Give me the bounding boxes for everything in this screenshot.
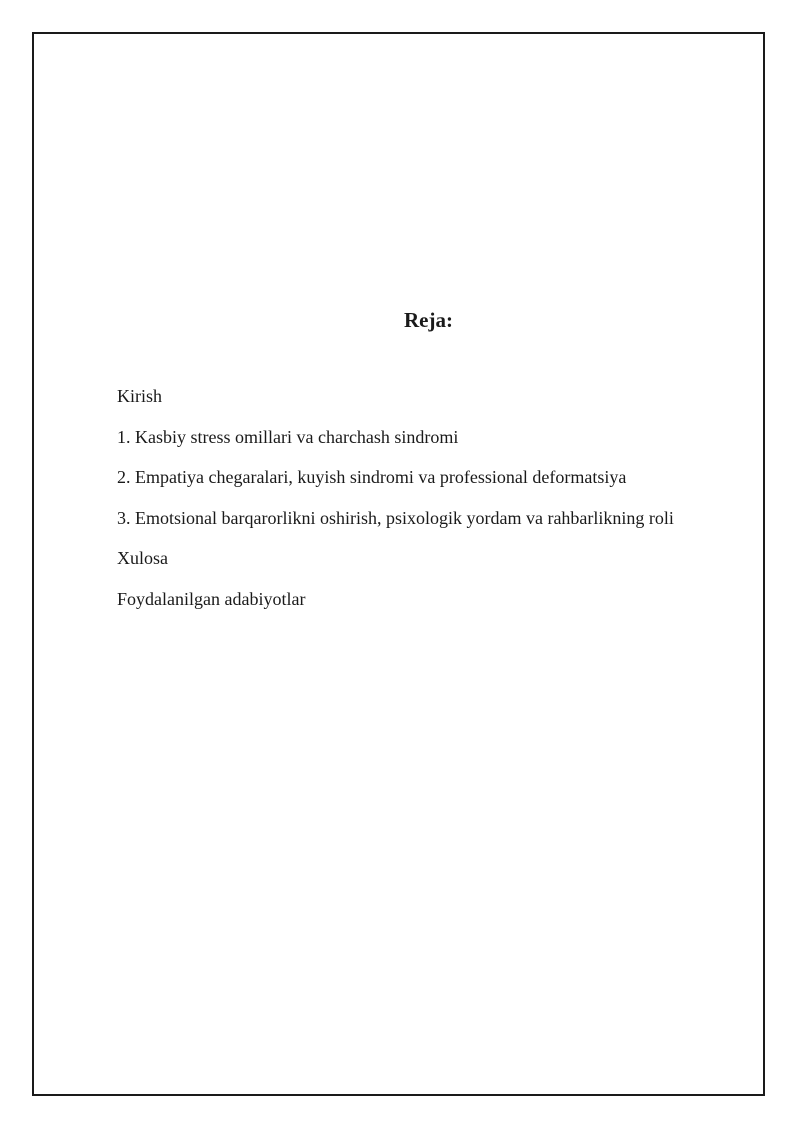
plan-item-chapter-3: 3. Emotsional barqarorlikni oshirish, psixologik yordam va rahbarlikning roli — [117, 507, 674, 528]
plan-item-references: Foydalanilgan adabiyotlar — [117, 588, 306, 609]
plan-item-introduction: Kirish — [117, 386, 162, 406]
plan-item-conclusion: Xulosa — [117, 548, 168, 568]
page-border — [32, 32, 765, 1096]
plan-item-chapter-1: 1. Kasbiy stress omillari va charchash sindromi — [117, 426, 459, 447]
page-title: Reja: — [404, 308, 453, 332]
plan-list — [117, 384, 674, 627]
plan-item-chapter-2: 2. Empatiya chegaralari, kuyish sindromi va professional deformatsiya — [117, 467, 627, 487]
